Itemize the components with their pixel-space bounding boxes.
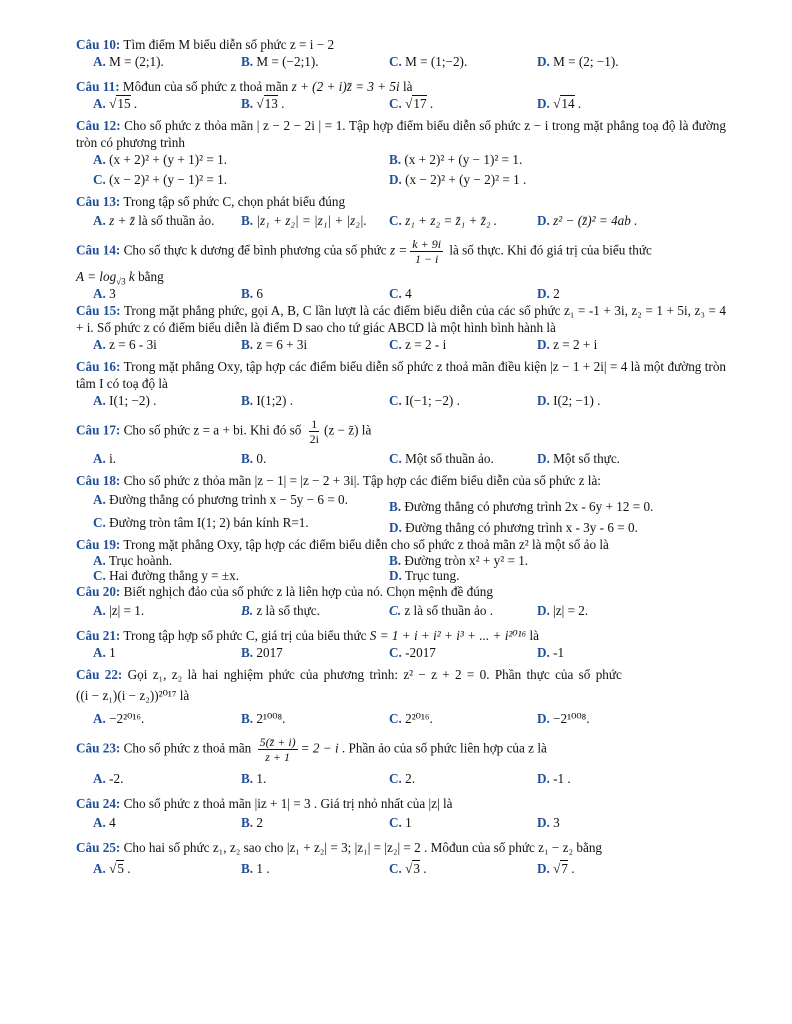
question-label: Câu 14: xyxy=(76,242,121,258)
option-b: B. Đường thẳng có phương trình 2x - 6y + 12 = 0. xyxy=(389,499,654,514)
question-25 xyxy=(76,839,726,877)
option-b: B. z = 6 + 3i xyxy=(241,337,308,352)
question-stem: Cho số phức z thỏa mãn | z − 2 − 2i | = 1. Tập hợp điểm biểu diễn số phức z − i trong mặt phẳng toạ độ là đường tròn có phương trình xyxy=(76,118,726,150)
option-a: A. i. xyxy=(93,451,117,466)
question-14: Câu 14: Cho số thực k dương để bình phương của số phức z = $\frac{k + 9i}{1 - i}$ là số thực. Khi đó giá trị của biểu thức $A = \log_{√3} k$ bằng A. 3 B. 6 C. 4 D. 2 xyxy=(76,237,726,302)
option-c: C. z₁ + z₂ = z̄₁ + z̄₂ . xyxy=(389,213,498,228)
question-24 xyxy=(76,795,726,831)
question-16 xyxy=(76,358,726,409)
question-label: Câu 22: xyxy=(76,667,123,682)
question-stem: Trong mặt phẳng Oxy, tập hợp các điểm biểu diễn số phức z thoả mãn điều kiện |z − 1 + 2i| = 4 là một đường tròn tâm I có toạ độ là xyxy=(76,359,727,391)
question-label: Câu 15: xyxy=(76,303,121,318)
option-c: C. (x − 2)² + (y − 1)² = 1. xyxy=(93,172,227,187)
equation: z + (2 + i)z̄ = 3 + 5i xyxy=(291,79,400,94)
option-b: B. (x + 2)² + (y − 1)² = 1. xyxy=(389,152,523,167)
option-c: C. Đường tròn tâm I(1; 2) bán kính R=1. xyxy=(93,515,309,530)
option-c: C. 4 xyxy=(389,286,412,301)
option-d: D. -1 . xyxy=(537,771,571,786)
option-d: D. I(2; −1) . xyxy=(537,393,601,408)
option-d: D. Một số thực. xyxy=(537,451,620,466)
question-stem: Môđun của số phức z thoả mãn xyxy=(119,79,292,94)
question-label: Câu 18: xyxy=(76,473,121,488)
question-12 xyxy=(76,117,726,188)
question-stem: Trong mặt phẳng phức, gọi A, B, C lần lượt là các điểm biểu diễn của các số phức z₁ = -1 + 3i, z₂ = 1 + 5i, z₃ = 4 + i. Số phức z có điểm biểu diễn là điểm D sao cho tứ giác ABCD là một hình bình hành là xyxy=(76,303,727,335)
question-11: Câu 11: Môđun của số phức z thoả mãn z + (2 + i)z̄ = 3 + 5i là A. √15 . B. √13 . C. √17 . D. √14 . xyxy=(76,78,726,112)
option-d: D. z² − (z̄)² = 4ab . xyxy=(537,213,638,228)
question-label: Câu 16: xyxy=(76,359,121,374)
question-stem: Tìm điểm M biểu diễn số phức z = i − 2 xyxy=(120,37,335,52)
option-a: A. z + z̄ là số thuần ảo. xyxy=(93,213,215,228)
question-label: Câu 24: xyxy=(76,796,121,811)
question-stem: Cho số phức z = a + bi. Khi đó số xyxy=(120,422,305,438)
option-a: A. -2. xyxy=(93,771,124,786)
option-d: D. (x − 2)² + (y − 2)² = 1 . xyxy=(389,172,527,187)
fraction: $\frac{5(z̄ + i)}{z + 1}$ xyxy=(259,735,296,764)
option-a: A. √5 . xyxy=(93,861,131,876)
option-b: B. √13 . xyxy=(241,96,285,111)
option-d: D. -1 xyxy=(537,645,565,660)
question-label: Câu 13: xyxy=(76,194,121,209)
option-d: D. √14 . xyxy=(537,96,582,111)
question-label: Câu 20: xyxy=(76,584,121,599)
option-d: D. 3 xyxy=(537,815,560,830)
option-d: D. √7 . xyxy=(537,861,575,876)
question-19 xyxy=(76,536,726,583)
question-21: Câu 21: Trong tập hợp số phức C, giá trị của biểu thức S = 1 + i + i² + i³ + ... + i²⁰¹⁶ là A. 1 B. 2017 C. -2017 D. -1 xyxy=(76,627,726,661)
question-label: Câu 17: xyxy=(76,422,121,438)
option-d: D. Đường thẳng có phương trình x - 3y - 6 = 0. xyxy=(389,520,638,535)
option-c: C. Một số thuần ảo. xyxy=(389,451,494,466)
option-b: B. 1. xyxy=(241,771,267,786)
option-c: C. √3 . xyxy=(389,861,427,876)
question-23: Câu 23: Cho số phức z thoả mãn $\frac{5(z̄ + i)}{z + 1}$ = 2 − i . Phần ảo của số phức liên hợp của z là A. -2. B. 1. C. 2. D. -1 . xyxy=(76,735,726,787)
question-stem: Cho số phức z thỏa mãn |z − 1| = |z − 2 + 3i|. Tập hợp các điểm biểu diễn của số phức z là: xyxy=(120,473,601,488)
question-stem: Trong tập số phức C, chọn phát biểu đúng xyxy=(120,194,346,209)
option-d: D. −2¹⁰⁰⁸. xyxy=(537,711,590,726)
option-c: C. 1 xyxy=(389,815,412,830)
option-c: C. Hai đường thẳng y = ±x. xyxy=(93,568,240,583)
option-c: C. 2. xyxy=(389,771,416,786)
option-a: A. 4 xyxy=(93,815,116,830)
option-a: A. Trục hoành. xyxy=(93,553,173,568)
option-c: C. 2²⁰¹⁶. xyxy=(389,711,433,726)
option-c: C. √17 . xyxy=(389,96,434,111)
option-a: A. |z| = 1. xyxy=(93,603,145,618)
option-b: B. I(1;2) . xyxy=(241,393,294,408)
option-a: A. M = (2;1). xyxy=(93,54,164,69)
option-a: A. √15 . xyxy=(93,96,138,111)
question-stem: Trong mặt phẳng Oxy, tập hợp các điểm biểu diễn cho số phức z thoả mãn z² là một số ảo là xyxy=(120,537,609,552)
option-a: A. Đường thẳng có phương trình x − 5y − 6 = 0. xyxy=(93,492,348,507)
option-c: C. I(−1; −2) . xyxy=(389,393,460,408)
question-stem: Biết nghịch đảo của số phức z là liên hợp của nó. Chọn mệnh đề đúng xyxy=(120,584,493,599)
option-d: D. |z| = 2. xyxy=(537,603,589,618)
question-stem: Cho số phức z thoả mãn |iz + 1| = 3 . Giá trị nhỏ nhất của |z| là xyxy=(120,796,453,811)
question-stem: Trong tập hợp số phức C, giá trị của biểu thức xyxy=(120,628,370,643)
option-c: C. M = (1;−2). xyxy=(389,54,468,69)
option-a: A. 1 xyxy=(93,645,116,660)
question-label: Câu 12: xyxy=(76,118,121,133)
question-22: Câu 22: Gọi z₁, z₂ là hai nghiệm phức của phương trình: z² − z + 2 = 0. Phần thực của số phức ((i − z₁)(i − z₂))²⁰¹⁷ là A. −2²⁰¹⁶. B. 2¹⁰⁰⁸. C. 2²⁰¹⁶. D. −2¹⁰⁰⁸. xyxy=(76,666,726,727)
option-c: C. -2017 xyxy=(389,645,436,660)
option-a: A. 3 xyxy=(93,286,116,301)
option-a: A. −2²⁰¹⁶. xyxy=(93,711,145,726)
option-b: B. 2¹⁰⁰⁸. xyxy=(241,711,286,726)
option-c: C. z là số thuần ảo . xyxy=(389,603,494,618)
option-b: B. |z₁ + z₂| = |z₁| + |z₂|. xyxy=(241,213,367,228)
fraction: $\frac{1}{2i}$ xyxy=(309,417,319,446)
question-stem: Cho số phức z thoả mãn xyxy=(120,740,255,756)
question-label: Câu 11: xyxy=(76,79,120,94)
question-label: Câu 21: xyxy=(76,628,121,643)
option-d: D. z = 2 + i xyxy=(537,337,598,352)
option-b: B. 2017 xyxy=(241,645,283,660)
question-label: Câu 10: xyxy=(76,37,121,52)
exam-page xyxy=(76,36,726,877)
question-label: Câu 19: xyxy=(76,537,121,552)
question-20 xyxy=(76,583,726,619)
option-d: D. Trục tung. xyxy=(389,568,460,583)
option-b: B. M = (−2;1). xyxy=(241,54,319,69)
question-13 xyxy=(76,193,726,229)
question-10 xyxy=(76,36,726,70)
question-stem: Cho hai số phức z₁, z₂ sao cho |z₁ + z₂| = 3; |z₁| = |z₂| = 2 . Môđun của số phức z₁ − z₂ bằng xyxy=(120,840,603,855)
option-d: D. 2 xyxy=(537,286,560,301)
question-label: Câu 23: xyxy=(76,740,121,756)
option-b: B. 6 xyxy=(241,286,263,301)
question-stem: Cho số thực k dương để bình phương của số phức xyxy=(120,242,390,258)
option-d: D. M = (2; −1). xyxy=(537,54,619,69)
option-b: B. 2 xyxy=(241,815,263,830)
question-stem: Gọi z₁, z₂ là hai nghiệm phức của phương trình: z² − z + 2 = 0. Phần thực của số phức xyxy=(122,667,622,682)
option-b: B. 0. xyxy=(241,451,267,466)
option-a: A. z = 6 - 3i xyxy=(93,337,157,352)
option-a: A. I(1; −2) . xyxy=(93,393,157,408)
option-b: B. z là số thực. xyxy=(241,603,320,618)
question-label: Câu 25: xyxy=(76,840,121,855)
option-a: A. (x + 2)² + (y + 1)² = 1. xyxy=(93,152,227,167)
option-b: B. 1 . xyxy=(241,861,270,876)
question-15 xyxy=(76,302,726,353)
option-b: B. Đường tròn x² + y² = 1. xyxy=(389,553,529,568)
question-18 xyxy=(76,472,726,536)
fraction: $\frac{k + 9i}{1 - i}$ xyxy=(412,237,442,266)
question-17: Câu 17: Cho số phức z = a + bi. Khi đó số $\frac{1}{2i}$ (z − z̄) là A. i. B. 0. C. Một số thuần ảo. D. Một số thực. xyxy=(76,417,726,467)
option-c: C. z = 2 - i xyxy=(389,337,447,352)
